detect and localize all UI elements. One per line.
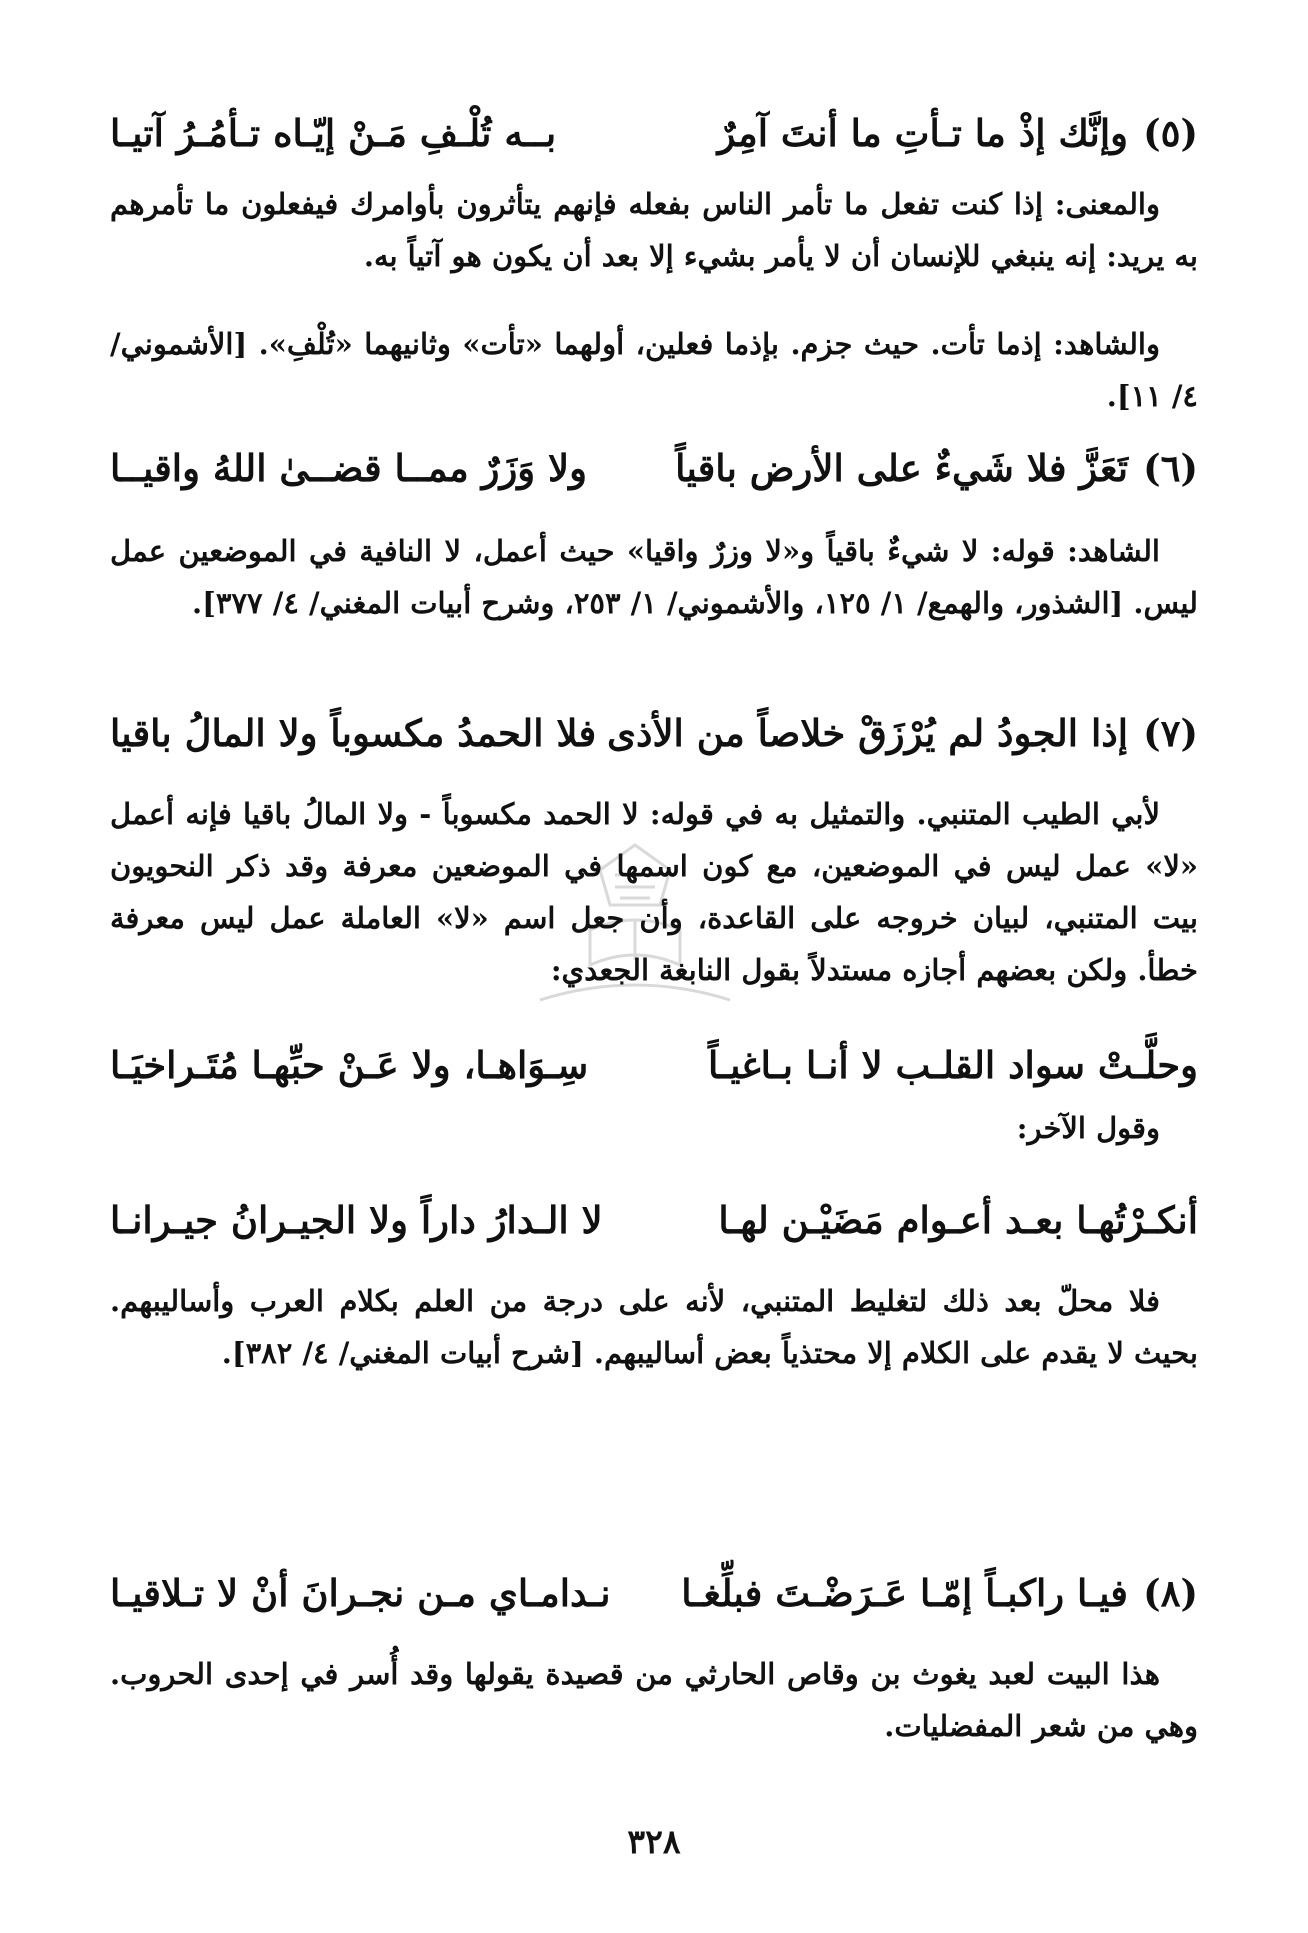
- verse-second-hemistich: سِـوَاهـا، ولا عَـنْ حبِّهـا مُتَـراخيَـا: [110, 1043, 589, 1087]
- commentary-evidence: والشاهد: إذما تأت. حيث جزم. بإذما فعلين، أولهما «تأت» وثانيهما «تُلْفِ». [الأشموني/ ٤/ ١١].: [110, 327, 1198, 413]
- quote-intro: وقول الآخر:: [1016, 1111, 1160, 1145]
- verse-number: (٦): [1143, 446, 1198, 490]
- verse-6: [110, 438, 1198, 498]
- verse-second-hemistich: ولا وَزَرٌ ممــا قضــىٰ اللهُ واقيــا: [110, 446, 588, 490]
- verse-second-hemistich: لا الـدارُ داراً ولا الجيـرانُ جيـرانـا: [110, 1198, 603, 1242]
- verse-first-hemistich: وحلَّـتْ سواد القلـب لا أنـا بـاغيـاً: [708, 1043, 1198, 1087]
- verse-second-hemistich: فلا الحمدُ مكسوباً ولا المالُ باقيا: [110, 711, 597, 755]
- verse-number: (٥): [1143, 111, 1198, 155]
- verse-second-hemistich: نـدامـاي مـن نجـرانَ أنْ لا تـلاقيـا: [110, 1571, 611, 1615]
- page-number: ٣٢٨: [627, 1822, 681, 1861]
- quoted-verse-jaadi: [110, 1035, 1198, 1095]
- verse-first-hemistich: فيـا راكبـاً إمّـا عَـرَضْـتَ فبلِّغـا: [681, 1571, 1128, 1615]
- verse-number: (٧): [1143, 711, 1198, 755]
- commentary-source: هذا البيت لعبد يغوث بن وقاص الحارثي من قصيدة يقولها وقد أُسر في إحدى الحروب. وهي من شعر المفضليات.: [110, 1657, 1198, 1743]
- quoted-verse-other: [110, 1190, 1198, 1250]
- commentary-evidence: الشاهد: قوله: لا شيءٌ باقياً و«لا وزرٌ واقيا» حيث أعمل، لا النافية في الموضعين عمل ليس. [الشذور، والهمع/ ١/ ١٢٥، والأشموني/ ١/ ٢٥٣، وشرح أبيات المغني/ ٤/ ٣٧٧].: [110, 534, 1198, 620]
- verse-first-hemistich: تَعَزَّ فلا شَيءٌ على الأرض باقياً: [675, 446, 1128, 490]
- verse-8: [110, 1563, 1198, 1623]
- verse-7: [110, 703, 1198, 763]
- commentary-attribution: لأبي الطيب المتنبي. والتمثيل به في قوله: لا الحمد مكسوباً - ولا المالُ باقيا فإنه أعمل «لا» عمل ليس في الموضعين، مع كون اسمها في الموضعين معرفة وقد ذكر النحويون بيت المتنبي، لبيان خروجه على القاعدة، وأن جعل اسم «لا» العاملة عمل ليس معرفة خطأ. ولكن بعضهم أجازه مستدلاً بقول النابغة الجعدي:: [110, 797, 1198, 987]
- commentary-meaning: والمعنى: إذا كنت تفعل ما تأمر الناس بفعله فإنهم يتأثرون بأوامرك فيفعلون ما تأمرهم به يريد: إنه ينبغي للإنسان أن لا يأمر بشيء إلا بعد أن يكون هو آتياً به.: [110, 187, 1198, 273]
- verse-first-hemistich: أنكـرْتُهـا بعـد أعـوام مَضَيْـن لهـا: [718, 1198, 1198, 1242]
- verse-5: [110, 103, 1198, 163]
- verse-number: (٨): [1143, 1571, 1198, 1615]
- commentary-conclusion: فلا محلّ بعد ذلك لتغليط المتنبي، لأنه على درجة من العلم بكلام العرب وأساليبهم. بحيث لا يقدم على الكلام إلا محتذياً بعض أساليبهم. [شرح أبيات المغني/ ٤/ ٣٨٢].: [110, 1284, 1198, 1370]
- verse-second-hemistich: بــه تُلْـفِ مَـنْ إيّـاه تـأمُـرُ آتيـا: [110, 111, 557, 155]
- verse-first-hemistich: إذا الجودُ لم يُرْزَقْ خلاصاً من الأذى: [607, 711, 1128, 755]
- verse-first-hemistich: وإنَّك إذْ ما تـأتِ ما أنتَ آمِرٌ: [717, 111, 1128, 155]
